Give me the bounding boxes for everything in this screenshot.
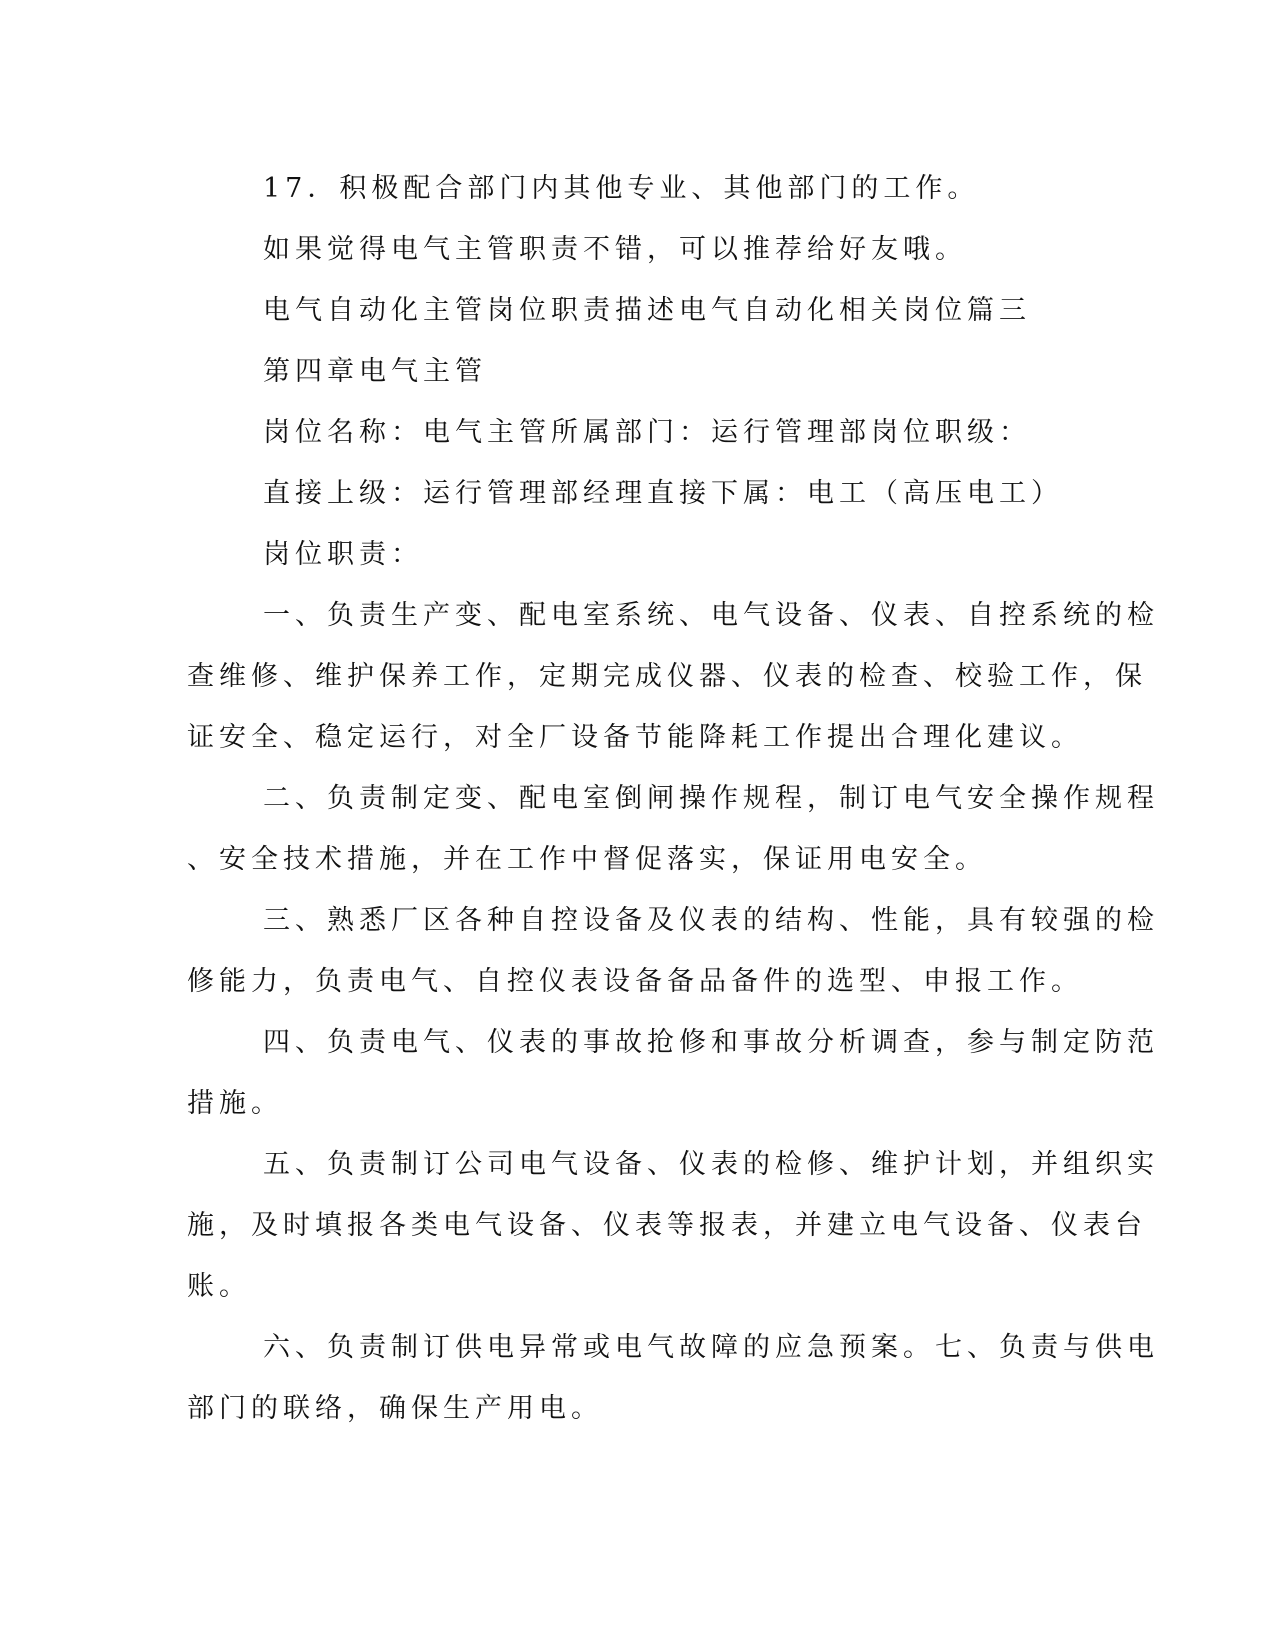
text-line: 17．积极配合部门内其他专业、其他部门的工作。 — [263, 173, 980, 204]
text-line: 六、负责制订供电异常或电气故障的应急预案。七、负责与供电 — [263, 1332, 1159, 1363]
text-line: 施，及时填报各类电气设备、仪表等报表，并建立电气设备、仪表台 — [187, 1210, 1147, 1241]
text-line: 措施。 — [187, 1088, 283, 1119]
text-line: 四、负责电气、仪表的事故抢修和事故分析调查，参与制定防范 — [263, 1027, 1159, 1058]
text-line: 证安全、稳定运行，对全厂设备节能降耗工作提出合理化建议。 — [187, 722, 1083, 753]
text-line: 、安全技术措施，并在工作中督促落实，保证用电安全。 — [187, 844, 987, 875]
text-line: 直接上级：运行管理部经理直接下属：电工（高压电工） — [263, 478, 1063, 509]
chapter-heading: 第四章电气主管 — [263, 356, 487, 387]
text-line: 查维修、维护保养工作，定期完成仪器、仪表的检查、校验工作，保 — [187, 661, 1147, 692]
text-line: 五、负责制订公司电气设备、仪表的检修、维护计划，并组织实 — [263, 1149, 1159, 1180]
section-heading: 电气自动化主管岗位职责描述电气自动化相关岗位篇三 — [263, 295, 1031, 326]
text-line: 岗位名称：电气主管所属部门：运行管理部岗位职级： — [263, 417, 1031, 448]
text-line: 账。 — [187, 1271, 251, 1302]
text-line: 二、负责制定变、配电室倒闸操作规程，制订电气安全操作规程 — [263, 783, 1159, 814]
text-line: 如果觉得电气主管职责不错，可以推荐给好友哦。 — [263, 234, 967, 265]
text-line: 岗位职责： — [263, 539, 423, 570]
document-body — [187, 158, 1159, 1439]
text-line: 部门的联络，确保生产用电。 — [187, 1393, 603, 1424]
text-line: 修能力，负责电气、自控仪表设备备品备件的选型、申报工作。 — [187, 966, 1083, 997]
text-line: 三、熟悉厂区各种自控设备及仪表的结构、性能，具有较强的检 — [263, 905, 1159, 936]
text-line: 一、负责生产变、配电室系统、电气设备、仪表、自控系统的检 — [263, 600, 1159, 631]
